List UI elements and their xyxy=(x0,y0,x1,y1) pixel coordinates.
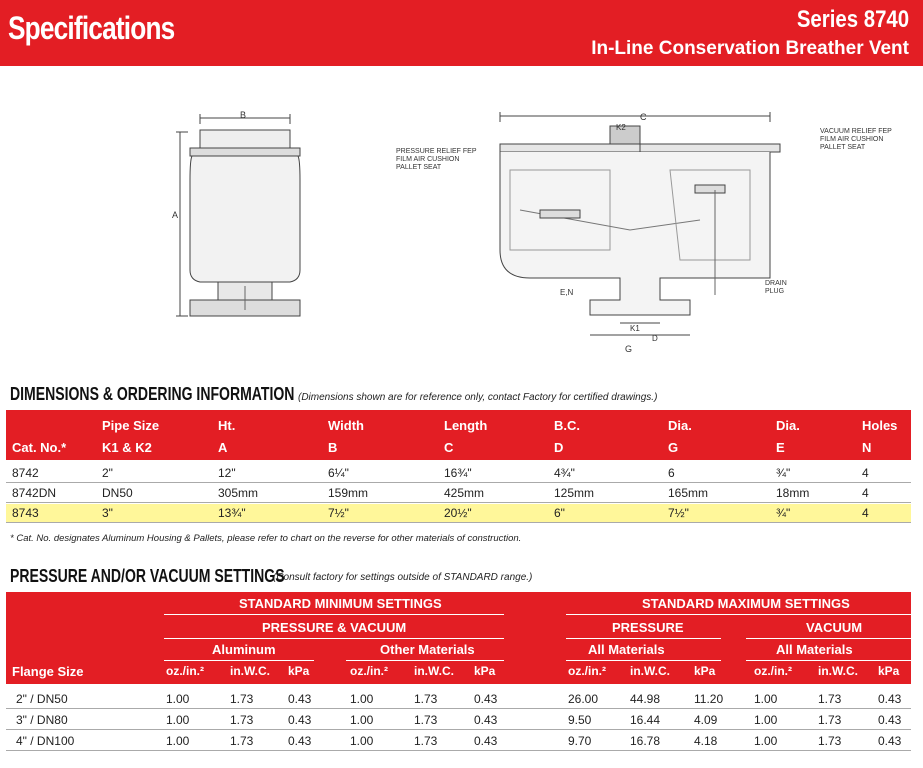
other-materials-header: Other Materials xyxy=(380,642,475,657)
dimensions-heading: DIMENSIONS & ORDERING INFORMATION xyxy=(10,384,295,404)
table-cell: 1.00 xyxy=(754,734,778,748)
table-cell: 0.43 xyxy=(288,713,312,727)
side-view-drawing xyxy=(160,110,310,335)
dim-col-bottom-7: E xyxy=(776,440,785,455)
table-cell: 6" xyxy=(554,506,565,520)
label-k2: K2 xyxy=(616,123,626,132)
pressure-relief-label: PRESSURE RELIEF FEP FILM AIR CUSHION PALLET SEAT xyxy=(396,148,477,171)
std-max-header: STANDARD MAXIMUM SETTINGS xyxy=(642,596,850,611)
table-cell: 0.43 xyxy=(878,692,902,706)
label-c: C xyxy=(640,112,647,122)
table-cell: 1.73 xyxy=(414,713,438,727)
table-cell: 9.50 xyxy=(568,713,592,727)
flange-size-header: Flange Size xyxy=(12,664,84,679)
table-cell: 1.00 xyxy=(754,692,778,706)
table-cell: DN50 xyxy=(102,486,133,500)
unit-header: kPa xyxy=(878,664,900,678)
pressure-header: PRESSURE xyxy=(612,620,684,635)
table-cell: 1.00 xyxy=(166,713,190,727)
table-cell: 4.09 xyxy=(694,713,718,727)
table-cell: 1.73 xyxy=(414,692,438,706)
table-cell: 4.18 xyxy=(694,734,718,748)
table-cell: 3" / DN80 xyxy=(16,713,68,727)
table-row xyxy=(6,504,911,523)
table-cell: 0.43 xyxy=(474,713,498,727)
table-cell: 1.73 xyxy=(230,734,254,748)
table-cell: 8742DN xyxy=(12,486,57,500)
dim-col-bottom-2: A xyxy=(218,440,228,455)
dim-col-top-6: Dia. xyxy=(668,418,692,433)
product-subtitle: In-Line Conservation Breather Vent xyxy=(591,38,909,59)
pressure-vacuum-header: PRESSURE & VACUUM xyxy=(262,620,407,635)
dim-col-top-8: Holes xyxy=(862,418,898,433)
table-cell: 11.20 xyxy=(694,692,724,706)
dim-col-top-2: Ht. xyxy=(218,418,236,433)
dimensions-footnote: * Cat. No. designates Aluminum Housing & Pallets, please refer to chart on the reverse for other materials of construction. xyxy=(10,533,522,544)
pressure-heading: PRESSURE AND/OR VACUUM SETTINGS xyxy=(10,566,285,586)
table-cell: 9.70 xyxy=(568,734,592,748)
table-cell: 305mm xyxy=(218,486,259,500)
dim-col-bottom-1: K1 & K2 xyxy=(102,440,152,455)
table-cell: 1.00 xyxy=(350,734,374,748)
dim-col-bottom-0: Cat. No.* xyxy=(12,440,67,455)
label-d: D xyxy=(652,334,658,343)
table-cell: 26.00 xyxy=(568,692,599,706)
vacuum-relief-label: VACUUM RELIEF FEP FILM AIR CUSHION PALLET SEAT xyxy=(820,128,892,151)
unit-header: oz./in.² xyxy=(754,664,792,678)
table-cell: 0.43 xyxy=(474,734,498,748)
unit-header: kPa xyxy=(694,664,716,678)
table-cell: 13¾" xyxy=(218,506,246,520)
table-row xyxy=(6,690,911,709)
table-cell: 165mm xyxy=(668,486,709,500)
table-row xyxy=(6,711,911,730)
table-row xyxy=(6,484,911,503)
table-cell: 125mm xyxy=(554,486,595,500)
label-a: A xyxy=(172,210,179,220)
header-banner xyxy=(0,0,923,66)
dimensions-note: (Dimensions shown are for reference only, contact Factory for certified drawings.) xyxy=(298,392,658,403)
cross-section-drawing xyxy=(480,110,800,355)
table-cell: 6¼" xyxy=(328,466,349,480)
unit-header: kPa xyxy=(288,664,310,678)
table-cell: 2" xyxy=(102,466,113,480)
unit-header: in.W.C. xyxy=(414,664,454,678)
table-cell: 1.73 xyxy=(414,734,438,748)
std-min-header: STANDARD MINIMUM SETTINGS xyxy=(239,596,442,611)
table-cell: 44.98 xyxy=(630,692,661,706)
unit-header: oz./in.² xyxy=(350,664,388,678)
table-cell: 20½" xyxy=(444,506,472,520)
table-cell: 1.73 xyxy=(818,692,842,706)
page-title: Specifications xyxy=(8,10,175,46)
label-b: B xyxy=(240,110,247,120)
dim-col-top-5: B.C. xyxy=(554,418,580,433)
table-cell: 8742 xyxy=(12,466,39,480)
table-cell: 0.43 xyxy=(878,734,902,748)
table-cell: 16¾" xyxy=(444,466,472,480)
table-cell: 3" xyxy=(102,506,113,520)
unit-header: in.W.C. xyxy=(630,664,670,678)
table-cell: ¾" xyxy=(776,466,791,480)
table-cell: 0.43 xyxy=(878,713,902,727)
dim-col-bottom-6: G xyxy=(668,440,679,455)
table-cell: 6 xyxy=(668,466,675,480)
table-cell: 1.00 xyxy=(350,692,374,706)
table-cell: 0.43 xyxy=(474,692,498,706)
table-cell: 4¾" xyxy=(554,466,575,480)
dim-col-bottom-5: D xyxy=(554,440,564,455)
drain-plug-label: DRAIN PLUG xyxy=(765,280,787,295)
unit-header: in.W.C. xyxy=(818,664,858,678)
dim-col-bottom-8: N xyxy=(862,440,872,455)
dim-col-bottom-3: B xyxy=(328,440,338,455)
table-cell: 0.43 xyxy=(288,734,312,748)
label-en: E,N xyxy=(560,288,574,297)
table-cell: 1.00 xyxy=(166,734,190,748)
table-cell: 4 xyxy=(862,486,869,500)
unit-header: oz./in.² xyxy=(568,664,606,678)
table-cell: 16.44 xyxy=(630,713,661,727)
table-cell: 7½" xyxy=(668,506,689,520)
pressure-note: (Consult factory for settings outside of STANDARD range.) xyxy=(273,572,533,583)
table-cell: 8743 xyxy=(12,506,39,520)
label-g: G xyxy=(625,344,633,354)
table-cell: 1.00 xyxy=(166,692,190,706)
all-materials-pressure-header: All Materials xyxy=(588,642,665,657)
dim-col-top-4: Length xyxy=(444,418,488,433)
table-cell: 1.73 xyxy=(230,713,254,727)
dim-col-top-3: Width xyxy=(328,418,364,433)
table-cell: 1.73 xyxy=(230,692,254,706)
pressure-table-header xyxy=(6,592,911,684)
dim-col-top-1: Pipe Size xyxy=(102,418,160,433)
table-cell: 425mm xyxy=(444,486,485,500)
dimensions-table-header xyxy=(6,410,911,460)
table-cell: 4 xyxy=(862,466,869,480)
table-cell: 16.78 xyxy=(630,734,661,748)
table-cell: 1.73 xyxy=(818,734,842,748)
all-materials-vacuum-header: All Materials xyxy=(776,642,853,657)
unit-header: oz./in.² xyxy=(166,664,204,678)
unit-header: kPa xyxy=(474,664,496,678)
unit-header: in.W.C. xyxy=(230,664,270,678)
dim-col-bottom-4: C xyxy=(444,440,454,455)
table-cell: 4" / DN100 xyxy=(16,734,75,748)
table-cell: 1.00 xyxy=(754,713,778,727)
label-k1: K1 xyxy=(630,324,640,333)
table-cell: ¾" xyxy=(776,506,791,520)
table-cell: 7½" xyxy=(328,506,349,520)
dim-col-top-7: Dia. xyxy=(776,418,800,433)
table-cell: 12" xyxy=(218,466,236,480)
vacuum-header: VACUUM xyxy=(806,620,863,635)
series-title: Series 8740 xyxy=(796,6,909,33)
table-cell: 0.43 xyxy=(288,692,312,706)
table-cell: 2" / DN50 xyxy=(16,692,68,706)
table-cell: 159mm xyxy=(328,486,369,500)
table-cell: 1.73 xyxy=(818,713,842,727)
table-cell: 1.00 xyxy=(350,713,374,727)
table-row xyxy=(6,464,911,483)
table-row xyxy=(6,732,911,751)
table-cell: 18mm xyxy=(776,486,810,500)
aluminum-header: Aluminum xyxy=(212,642,276,657)
table-cell: 4 xyxy=(862,506,869,520)
